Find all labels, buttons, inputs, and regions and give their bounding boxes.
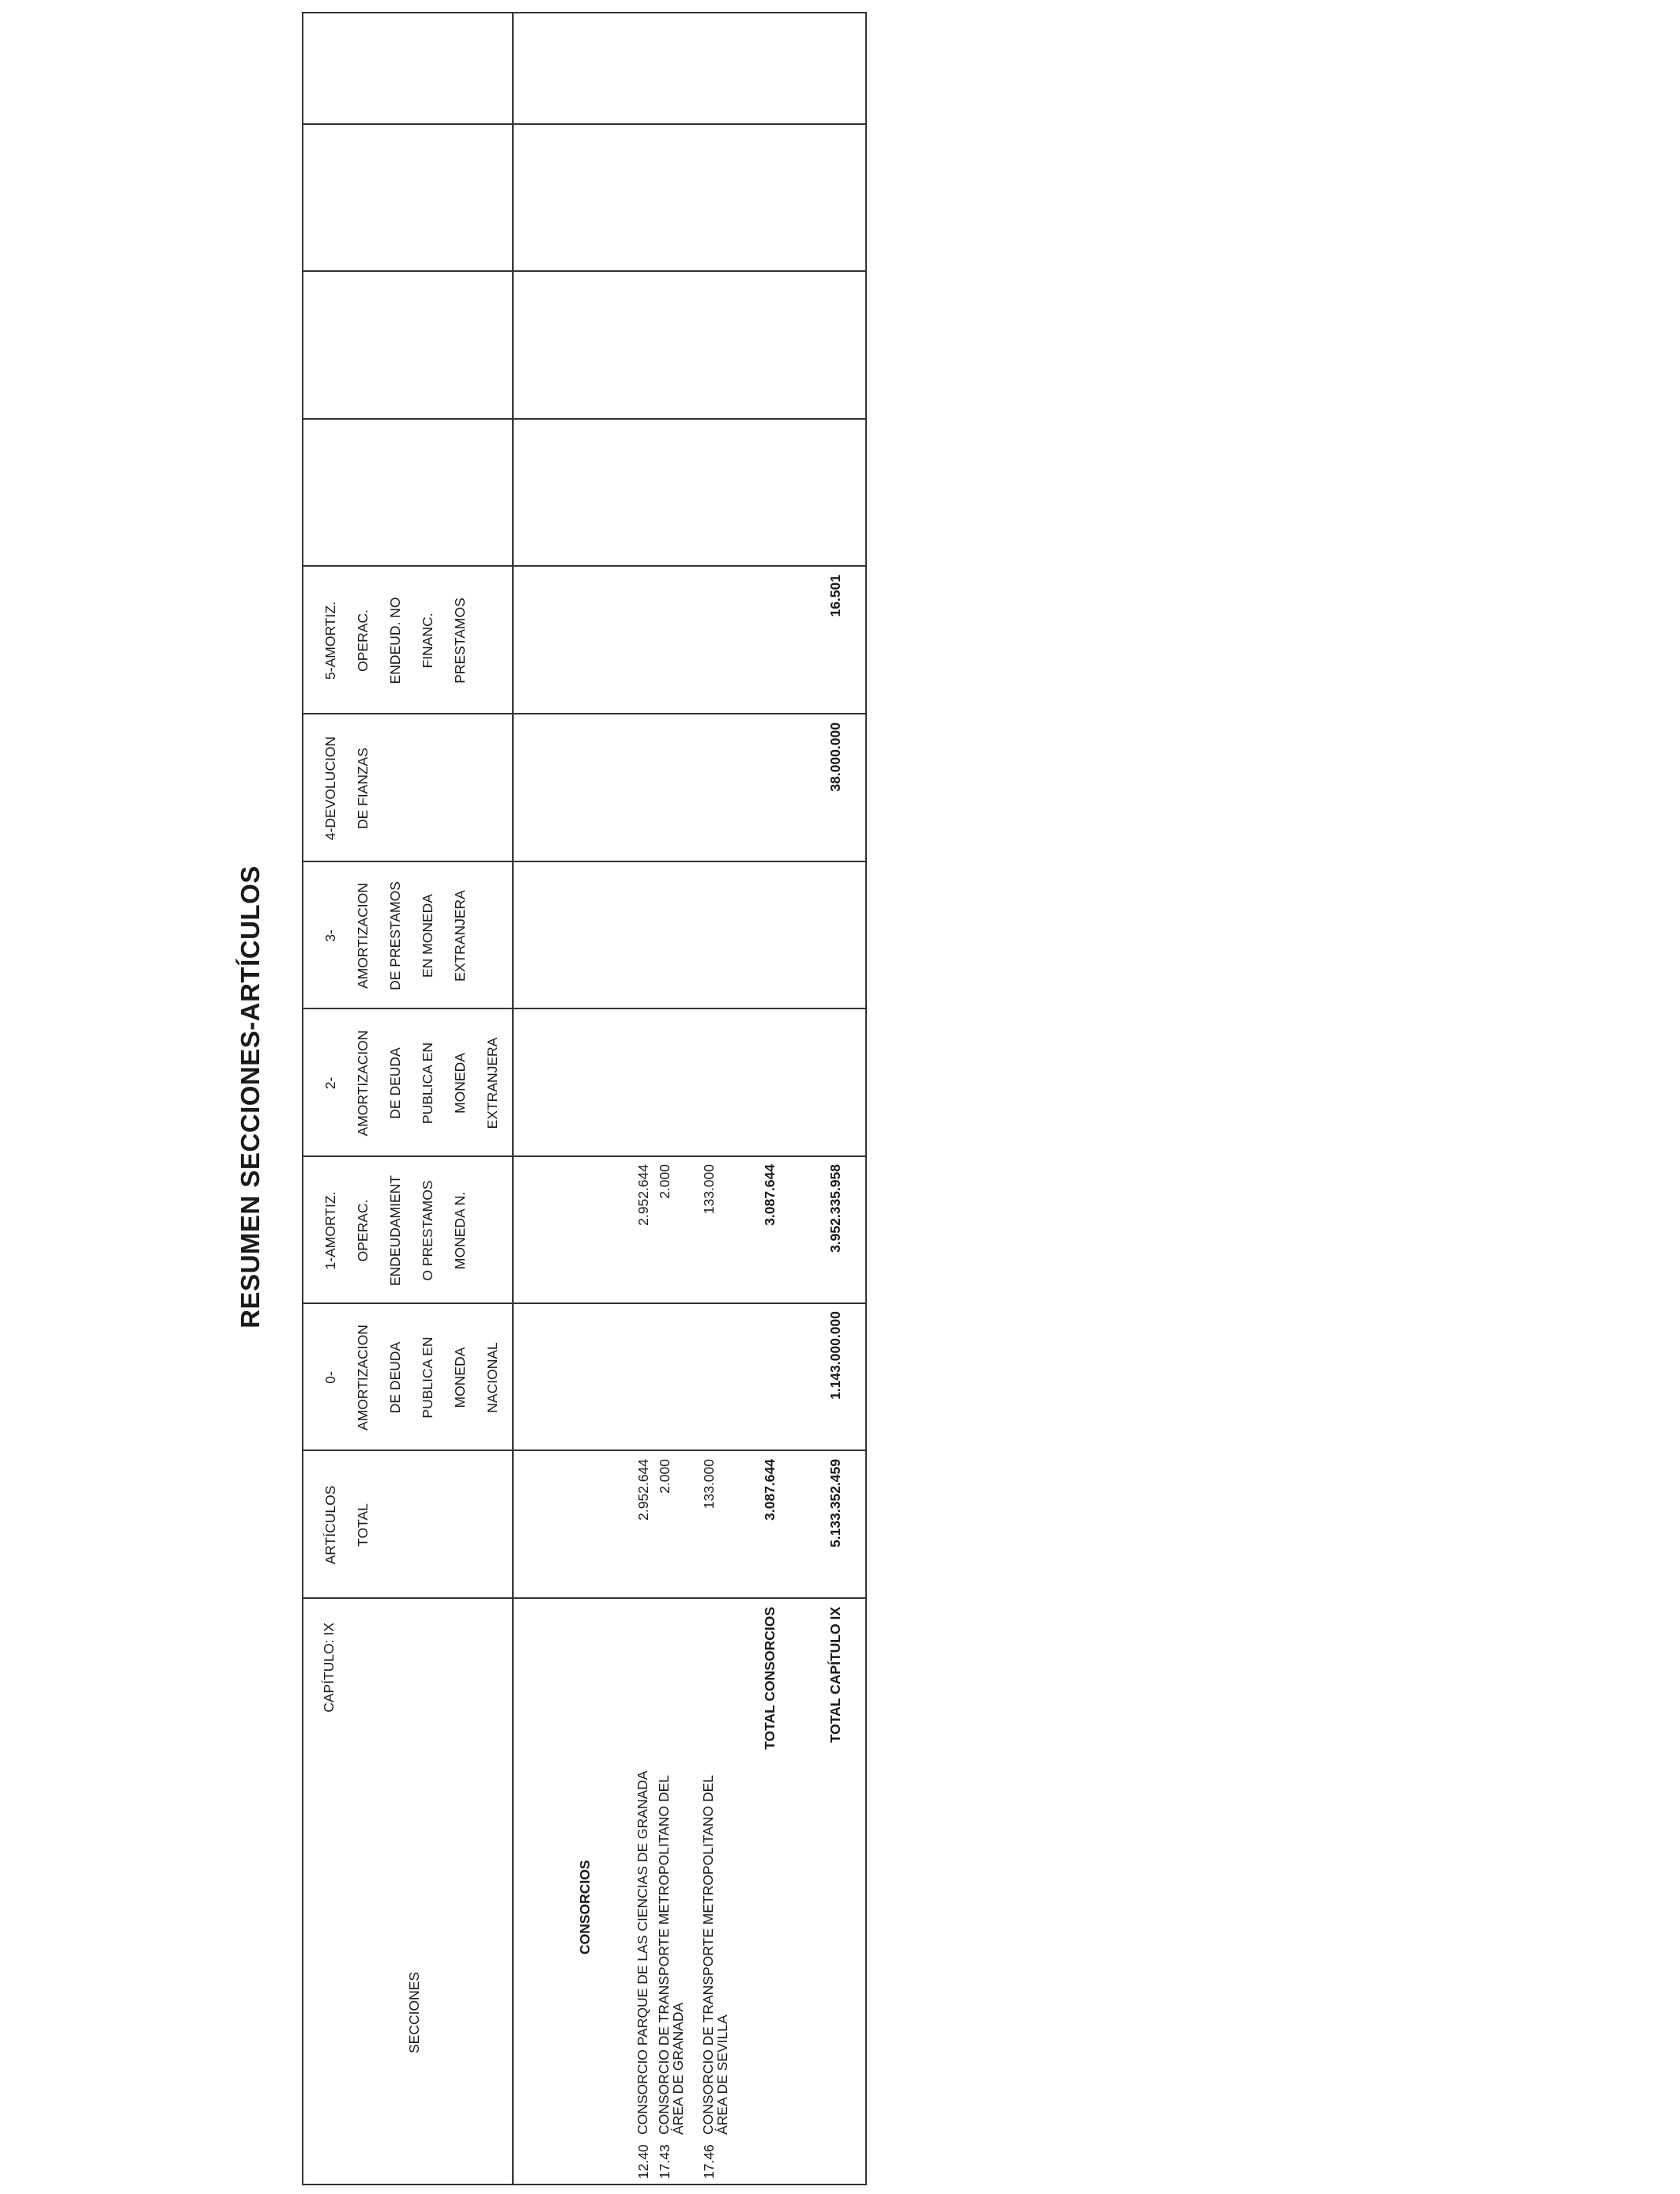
- grand-total-label: TOTAL CAPÍTULO IX: [827, 1607, 843, 1744]
- col-divider: [303, 418, 865, 420]
- header-col-4: 4-DEVOLUCION DE FIANZAS: [322, 736, 371, 841]
- section-code: 12.40: [635, 2144, 651, 2179]
- page-title-text: RESUMEN SECCIONES-ARTÍCULOS: [235, 865, 265, 1329]
- subtotal-total: 3.087.644: [762, 1459, 778, 1521]
- header-col-3: 3- AMORTIZACION DE PRESTAMOS EN MONEDA EXTRANJERA: [322, 881, 468, 990]
- section-code: 17.46: [701, 2144, 717, 2179]
- header-divider: [512, 13, 514, 2184]
- header-col-2: 2- AMORTIZACION DE DEUDA PUBLICA EN MONEDA EXTRANJERA: [322, 1030, 500, 1137]
- row-col-1: 2.000: [657, 1164, 672, 1199]
- secciones-label: SECCIONES: [406, 1971, 422, 2053]
- section-code: 17.43: [657, 2144, 672, 2179]
- subtotal-col-1: 3.087.644: [762, 1164, 778, 1226]
- col-divider: [303, 1597, 865, 1599]
- grand-total-col-0: 1.143.000.000: [827, 1311, 843, 1400]
- col-divider: [303, 123, 865, 125]
- col-divider: [303, 270, 865, 272]
- grand-total-col-4: 38.000.000: [827, 722, 843, 792]
- row-total: 133.000: [701, 1459, 717, 1510]
- row-total: 2.000: [657, 1459, 672, 1494]
- group-title: CONSORCIOS: [577, 1860, 593, 1955]
- grand-total-col-1: 3.952.335.958: [827, 1164, 843, 1253]
- row-col-1: 133.000: [701, 1164, 717, 1215]
- rotated-table: [302, 12, 867, 2185]
- section-name: CONSORCIO DE TRANSPORTE METROPOLITANO DEL ÁREA DE SEVILLA: [700, 1774, 730, 2135]
- grand-total-col-5: 16.501: [827, 575, 843, 617]
- header-col-1: 1-AMORTIZ. OPERAC. ENDEUDAMIENT O PRESTAMOS MONEDA N.: [322, 1175, 468, 1287]
- section-name: CONSORCIO PARQUE DE LAS CIENCIAS DE GRANADA: [635, 1770, 650, 2135]
- summary-table: [302, 12, 867, 2185]
- row-col-1: 2.952.644: [635, 1164, 651, 1226]
- subtotal-label: TOTAL CONSORCIOS: [762, 1607, 778, 1750]
- header-col-0: 0- AMORTIZACION DE DEUDA PUBLICA EN MONEDA NACIONAL: [322, 1325, 500, 1431]
- section-name: CONSORCIO DE TRANSPORTE METROPOLITANO DEL ÁREA DE GRANADA: [656, 1774, 686, 2135]
- row-total: 2.952.644: [635, 1459, 651, 1521]
- chapter-label: CAPÍTULO: IX: [321, 1623, 337, 1713]
- header-total: ARTÍCULOS TOTAL: [322, 1485, 371, 1565]
- header-col-5: 5-AMORTIZ. OPERAC. ENDEUD. NO FINANC. PRESTAMOS: [322, 597, 468, 684]
- grand-total-total: 5.133.352.459: [827, 1459, 843, 1547]
